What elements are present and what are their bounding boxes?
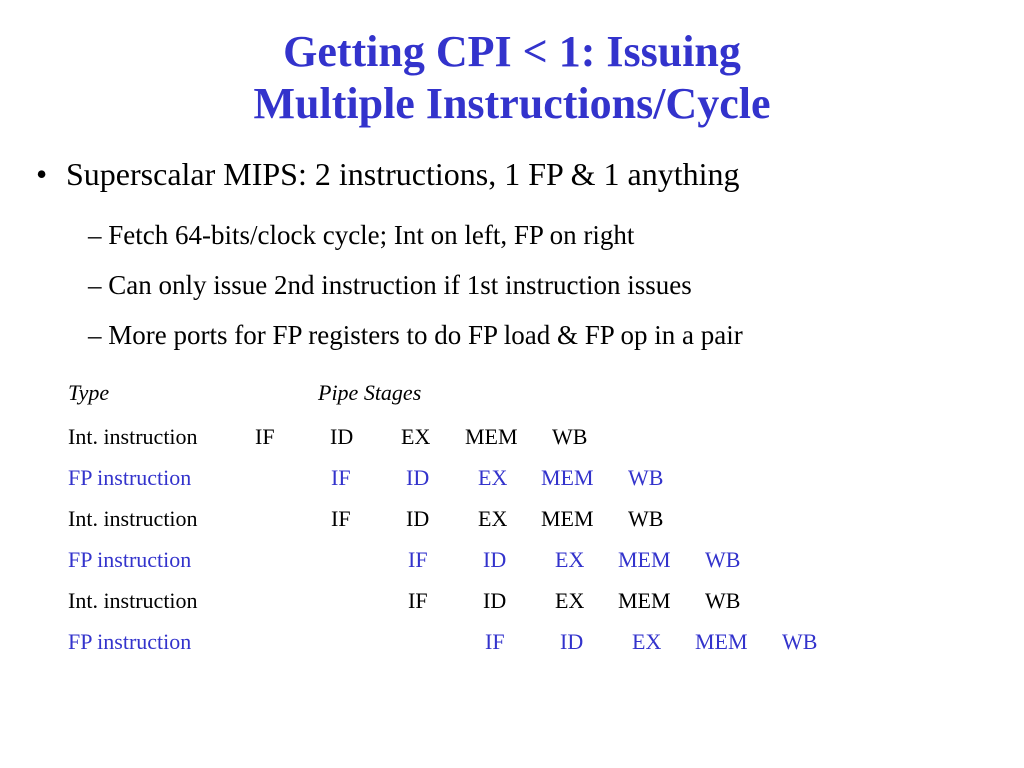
pipe-stage-ex: EX	[632, 629, 662, 654]
pipe-stage-if: IF	[255, 424, 275, 449]
pipeline-row-5	[0, 585, 1024, 617]
pipe-stage-mem: MEM	[541, 506, 594, 531]
pipe-stage-wb: WB	[552, 424, 588, 449]
pipe-stage-wb: WB	[705, 588, 741, 613]
main-bullet	[36, 154, 739, 194]
pipe-stage-id: ID	[406, 506, 430, 531]
pipe-stage-id: ID	[483, 588, 507, 613]
pipe-stage-if: IF	[331, 506, 351, 531]
header-pipe-stages: Pipe Stages	[318, 380, 422, 405]
pipeline-row-6	[0, 626, 1024, 658]
title-line-1: Getting CPI < 1: Issuing	[283, 27, 741, 76]
instruction-type: Int. instruction	[68, 424, 198, 449]
pipe-stage-if: IF	[485, 629, 505, 654]
pipe-stage-ex: EX	[555, 588, 585, 613]
pipe-stage-mem: MEM	[541, 465, 594, 490]
pipe-stage-if: IF	[408, 588, 428, 613]
instruction-type: FP instruction	[68, 629, 192, 654]
pipe-stage-ex: EX	[478, 465, 508, 490]
pipe-stage-mem: MEM	[465, 424, 518, 449]
pipe-stage-id: ID	[330, 424, 354, 449]
pipeline-row-1	[0, 421, 1024, 453]
instruction-type: Int. instruction	[68, 506, 198, 531]
pipe-stage-wb: WB	[628, 506, 664, 531]
instruction-type: FP instruction	[68, 465, 192, 490]
pipe-stage-ex: EX	[478, 506, 508, 531]
pipe-stage-mem: MEM	[618, 547, 671, 572]
instruction-type: Int. instruction	[68, 588, 198, 613]
instruction-type: FP instruction	[68, 547, 192, 572]
pipe-stage-id: ID	[406, 465, 430, 490]
bullet-dot-icon: •	[36, 156, 48, 192]
sub-bullet-ports: – More ports for FP registers to do FP load & FP op in a pair	[88, 320, 743, 350]
pipe-stage-id: ID	[483, 547, 507, 572]
pipe-stage-mem: MEM	[695, 629, 748, 654]
pipe-stage-ex: EX	[555, 547, 585, 572]
pipe-stage-if: IF	[331, 465, 351, 490]
pipe-stage-if: IF	[408, 547, 428, 572]
title-line-2: Multiple Instructions/Cycle	[253, 79, 771, 128]
pipeline-row-2	[0, 462, 1024, 494]
slide-title	[0, 26, 1024, 130]
pipe-stage-wb: WB	[628, 465, 664, 490]
sub-bullet-fetch: – Fetch 64-bits/clock cycle; Int on left, FP on right	[88, 220, 635, 250]
pipeline-row-3	[0, 503, 1024, 535]
header-type: Type	[68, 380, 110, 405]
pipeline-table-header	[0, 377, 1024, 409]
pipeline-row-4	[0, 544, 1024, 576]
main-bullet-text: Superscalar MIPS: 2 instructions, 1 FP & 1 anything	[66, 156, 740, 192]
pipe-stage-wb: WB	[782, 629, 818, 654]
sub-bullet-issue: – Can only issue 2nd instruction if 1st instruction issues	[88, 270, 692, 300]
pipe-stage-mem: MEM	[618, 588, 671, 613]
pipe-stage-ex: EX	[401, 424, 431, 449]
pipe-stage-id: ID	[560, 629, 584, 654]
pipe-stage-wb: WB	[705, 547, 741, 572]
